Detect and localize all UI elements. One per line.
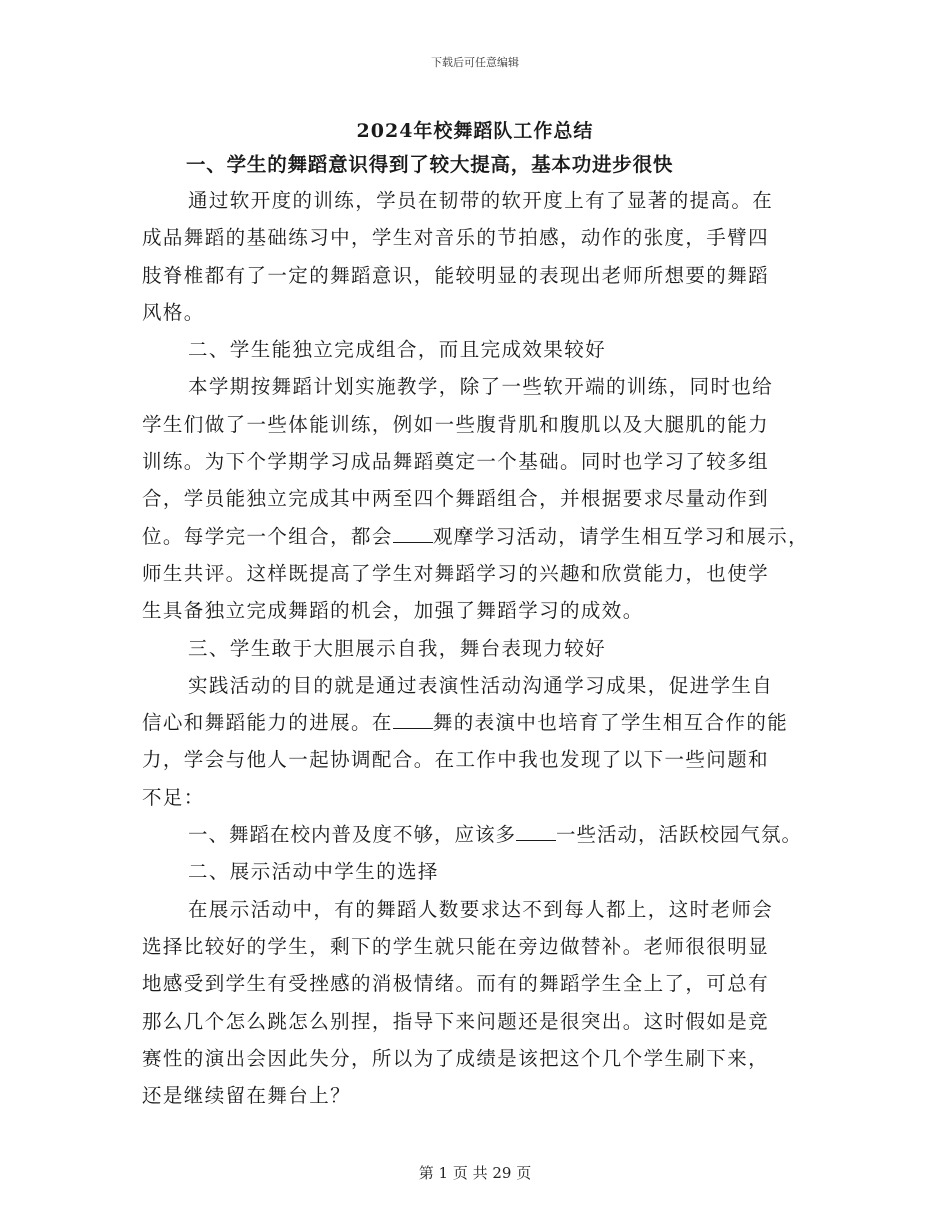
paragraph-line: 还是继续留在舞台上？ [142,1084,352,1108]
paragraph-line: 学生们做了一些体能训练，例如一些腹背肌和腹肌以及大腿肌的能力 [142,412,770,436]
paragraph-line: 赛性的演出会因此失分，所以为了成绩是该把这个几个学生刷下来， [142,1046,770,1070]
text-segment: 舞的表演中也培育了学生相互合作的能 [432,711,789,735]
document-body [142,148,842,1114]
paragraph-line: 不足： [142,785,205,809]
problem-item-1 [142,816,842,853]
paragraph-line: 通过软开度的训练，学员在韧带的软开度上有了显著的提高。在 [188,189,774,212]
paragraph-line: 肢脊椎都有了一定的舞蹈意识，能较明显的表现出老师所想要的舞蹈 [142,263,770,287]
section-3-paragraph [142,667,842,816]
paragraph-line: 合，学员能独立完成其中两至四个舞蹈组合，并根据要求尽量动作到 [142,487,770,511]
section-1-paragraph [142,182,842,331]
section-2-paragraph [142,368,842,629]
section-1-heading: 一、学生的舞蹈意识得到了较大提高，基本功进步很快 [186,153,674,176]
paragraph-line: 那么几个怎么跳怎么别捏，指导下来问题还是很突出。这时假如是竞 [142,1009,770,1033]
paragraph-line: 本学期按舞蹈计划实施教学，除了一些软开端的训练，同时也给 [188,375,774,399]
text-segment: 观摩学习活动，请学生相互学习和展示， [432,524,810,548]
page-footer: 第 1 页 共 29 页 [418,1164,532,1182]
paragraph-line: 生具备独立完成舞蹈的机会，加强了舞蹈学习的成效。 [142,599,644,623]
document-title: 2024年校舞蹈队工作总结 [356,120,594,142]
text-segment: 一、舞蹈在校内普及度不够，应该多 [188,823,517,847]
text-segment: 信心和舞蹈能力的进展。在 [142,711,393,735]
paragraph-line: 师生共评。这样既提高了学生对舞蹈学习的兴趣和欣赏能力，也使学 [142,561,770,585]
paragraph-line: 成品舞蹈的基础练习中，学生对音乐的节拍感，动作的张度，手臂四 [142,226,770,250]
paragraph-line [142,518,842,555]
text-segment: 一些活动，活跃校园气氛。 [556,823,803,847]
paragraph-line: 训练。为下个学期学习成品舞蹈奠定一个基础。同时也学习了较多组 [142,450,770,474]
paragraph-line [142,704,842,741]
header-note: 下载后可任意编辑 [431,56,519,69]
section-3-heading: 三、学生敢于大胆展示自我，舞台表现力较好 [188,636,607,660]
paragraph-line: 力，学会与他人一起协调配合。在工作中我也发现了以下一些问题和 [142,748,770,772]
paragraph-line: 在展示活动中，有的舞蹈人数要求达不到每人都上，这时老师会 [188,897,774,921]
problem-item-2-paragraph [142,891,842,1115]
fill-blank [516,822,556,841]
paragraph-line: 实践活动的目的就是通过表演性活动沟通学习成果，促进学生自 [188,673,774,697]
text-segment: 位。每学完一个组合，都会 [142,524,393,548]
fill-blank [393,710,433,729]
fill-blank [393,524,433,543]
section-2-heading: 二、学生能独立完成组合，而且完成效果较好 [188,338,607,362]
problem-item-2-heading: 二、展示活动中学生的选择 [188,860,439,884]
paragraph-line: 风格。 [142,300,205,324]
paragraph-line: 选择比较好的学生，剩下的学生就只能在旁边做替补。老师很很明显 [142,934,770,958]
paragraph-line: 地感受到学生有受挫感的消极情绪。而有的舞蹈学生全上了，可总有 [142,972,770,996]
